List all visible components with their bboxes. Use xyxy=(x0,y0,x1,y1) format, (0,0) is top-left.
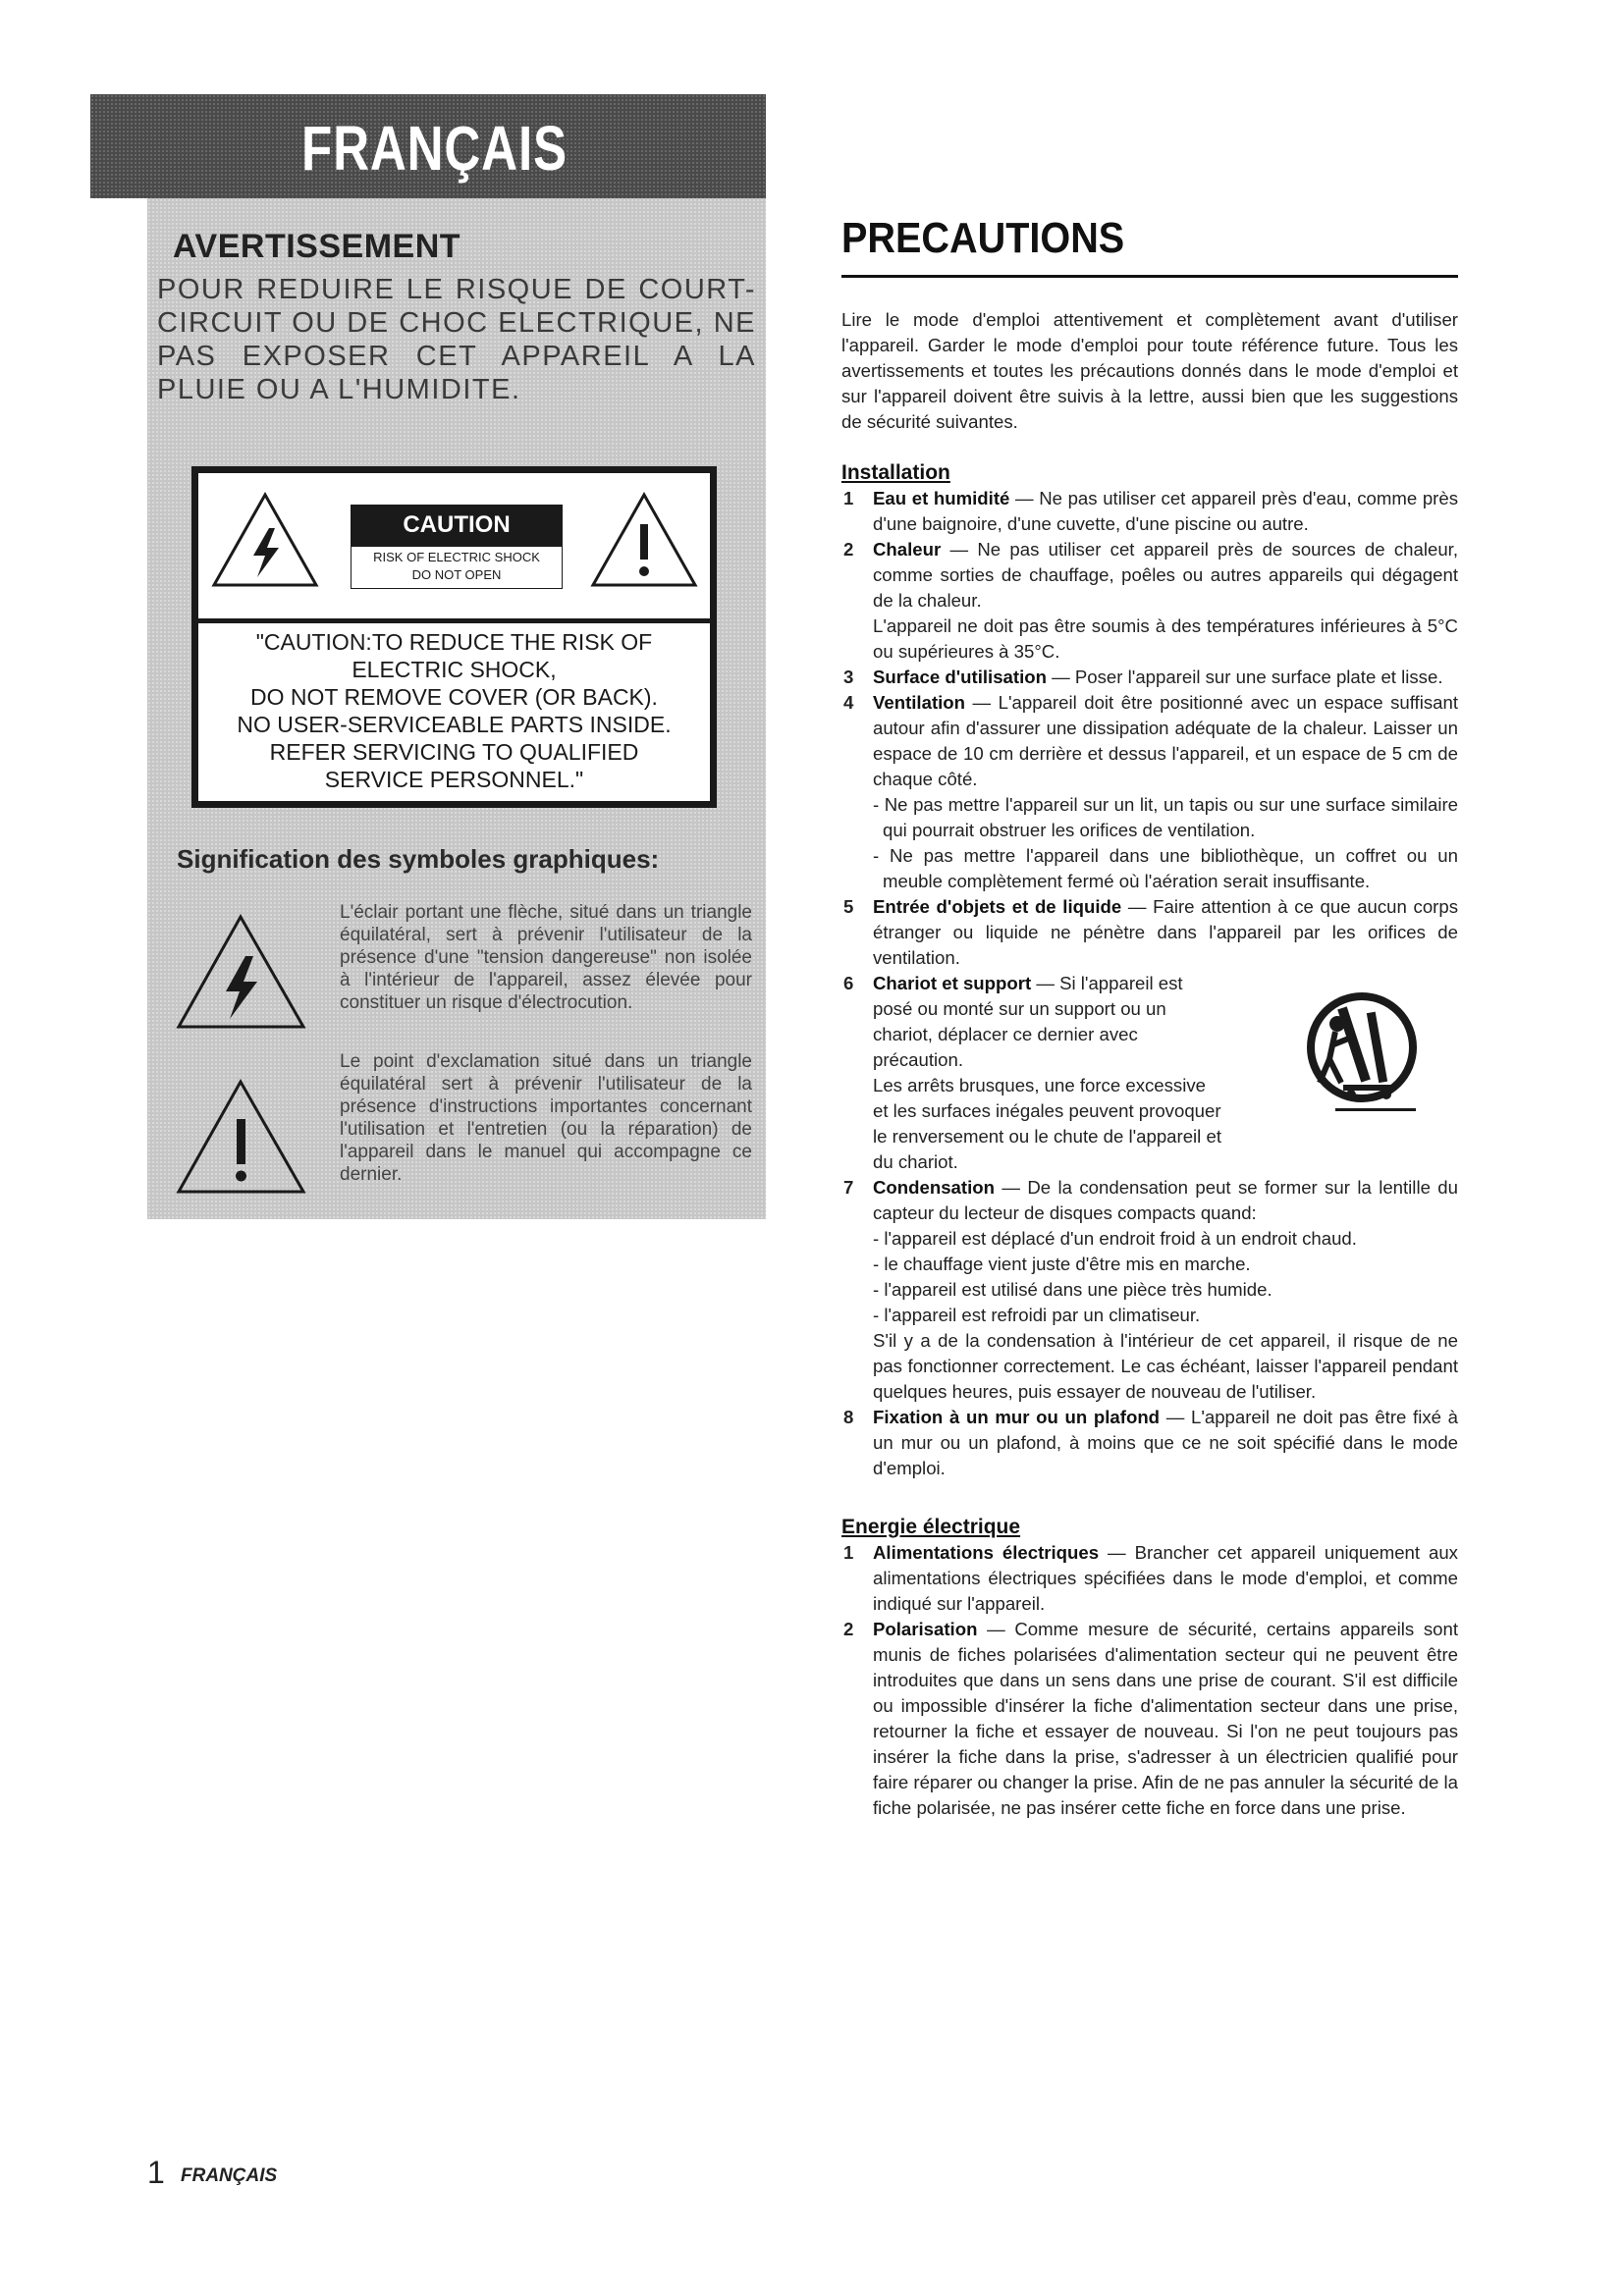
item-heading: Eau et humidité xyxy=(873,488,1010,508)
item-extra: L'appareil ne doit pas être soumis à des températures inférieures à 5°C ou supérieures à 35°C. xyxy=(873,615,1458,662)
item-number: 6 xyxy=(843,973,854,993)
item-heading: Chariot et support xyxy=(873,973,1032,993)
energie-heading: Energie électrique xyxy=(841,1516,1021,1538)
item-text: — Ne pas utiliser cet appareil près de sources de chaleur, comme sorties de chauffage, poêles ou autres appareils qui dégagent de la chaleur. xyxy=(873,539,1458,611)
exclamation-triangle-icon xyxy=(589,491,699,589)
list-item xyxy=(841,1175,1458,1405)
item-heading: Polarisation xyxy=(873,1619,978,1639)
item-heading: Entrée d'objets et de liquide xyxy=(873,896,1122,917)
item-number: 3 xyxy=(843,667,854,687)
caution-line: NO USER-SERVICEABLE PARTS INSIDE. xyxy=(237,712,672,737)
caution-box xyxy=(191,466,717,808)
page-number: 1 xyxy=(147,2155,165,2190)
exclamation-symbol-icon xyxy=(175,1078,307,1196)
caution-line: REFER SERVICING TO QUALIFIED xyxy=(269,739,639,765)
installation-heading: Installation xyxy=(841,461,950,484)
item-extra: Les arrêts brusques, une force excessive et les surfaces inégales peuvent provoquer le renversement ou le chute de l'appareil et du chariot. xyxy=(873,1075,1221,1172)
item-subpoint: - l'appareil est refroidi par un climatiseur. xyxy=(873,1305,1201,1325)
title-rule xyxy=(841,275,1458,278)
caution-line: DO NOT REMOVE COVER (OR BACK). xyxy=(250,684,658,710)
caution-sublabel xyxy=(351,546,563,589)
item-text: — L'appareil ne doit pas être fixé à un mur ou un plafond, à moins que ce ne soit spécifié dans le mode d'emploi. xyxy=(873,1407,1458,1478)
avertissement-title: AVERTISSEMENT xyxy=(173,228,461,265)
caution-box-header xyxy=(198,473,710,623)
item-text: — L'appareil doit être positionné avec un espace suffisant autour afin d'assurer une dissipation adéquate de la chaleur. Laisser un espace de 10 cm derrière et dessus l'appareil, et un espace de 5 cm de chaque côté. xyxy=(873,692,1458,789)
caution-label: CAUTION xyxy=(351,505,563,546)
item-number: 8 xyxy=(843,1407,854,1427)
item-subpoint: - l'appareil est utilisé dans une pièce très humide. xyxy=(873,1279,1272,1300)
cart-text xyxy=(873,971,1221,1175)
list-item xyxy=(841,1540,1458,1617)
item-heading: Condensation xyxy=(873,1177,995,1198)
page-title: PRECAUTIONS xyxy=(841,214,1125,262)
energie-list xyxy=(841,1540,1458,1821)
item-heading: Alimentations électriques xyxy=(873,1542,1100,1563)
item-text: — Brancher cet appareil uniquement aux alimentations électriques spécifiées dans le mode d'emploi, et comme indiqué sur l'appareil. xyxy=(873,1542,1458,1614)
list-item xyxy=(841,894,1458,971)
item-number: 5 xyxy=(843,896,854,917)
precautions-column xyxy=(841,214,1458,1821)
item-subpoint: - le chauffage vient juste d'être mis en marche. xyxy=(873,1254,1251,1274)
caution-sub-line-1: RISK OF ELECTRIC SHOCK xyxy=(373,550,540,564)
item-text: — Si l'appareil est posé ou monté sur un support ou un chariot, déplacer ce dernier avec précaution. xyxy=(873,973,1183,1070)
caution-line: ELECTRIC SHOCK, xyxy=(352,657,557,682)
item-heading: Surface d'utilisation xyxy=(873,667,1047,687)
list-item xyxy=(841,971,1458,1175)
item-heading: Ventilation xyxy=(873,692,966,713)
item-number: 1 xyxy=(843,488,854,508)
item-text: — Faire attention à ce que aucun corps étranger ou liquide ne pénètre dans l'appareil par les orifices de ventilation. xyxy=(873,896,1459,968)
language-banner xyxy=(90,94,766,198)
lightning-triangle-icon xyxy=(210,491,320,589)
item-number: 2 xyxy=(843,1619,854,1639)
symbols-title: Signification des symboles graphiques: xyxy=(177,844,660,874)
item-text: — Ne pas utiliser cet appareil près d'eau, comme près d'une baignoire, d'une cuvette, d'une piscine ou autre. xyxy=(873,488,1458,534)
footer-language: FRANÇAIS xyxy=(181,2165,278,2186)
list-item xyxy=(841,665,1458,690)
list-item xyxy=(841,1617,1458,1821)
exclamation-symbol-text: Le point d'exclamation situé dans un triangle équilatéral sert à prévenir l'utilisateur de la présence d'instructions importantes concernant l'utilisation et l'entretien (ou la réparation) de l'appareil dans le manuel qui accompagne ce dernier. xyxy=(340,1051,752,1185)
intro-paragraph: Lire le mode d'emploi attentivement et complètement avant d'utiliser l'appareil. Garder le mode d'emploi pour toute référence future. Tous les avertissements et toutes les précautions donnés dans le mode d'emploi et sur l'appareil doivent être suivis à la lettre, aussi bien que les suggestions de sécurité suivantes. xyxy=(841,309,1458,432)
list-item xyxy=(841,690,1458,894)
caution-sub-line-2: DO NOT OPEN xyxy=(411,567,502,582)
cart-row xyxy=(873,971,1458,1175)
lightning-symbol-icon xyxy=(175,913,307,1031)
item-text: — Poser l'appareil sur une surface plate et lisse. xyxy=(1046,667,1443,687)
item-number: 4 xyxy=(843,692,854,713)
item-heading: Chaleur xyxy=(873,539,942,560)
list-item xyxy=(841,537,1458,665)
caution-line: SERVICE PERSONNEL." xyxy=(324,767,584,792)
banner-title: FRANÇAIS xyxy=(301,113,568,184)
avertissement-text: POUR REDUIRE LE RISQUE DE COURT-CIRCUIT OU DE CHOC ELECTRIQUE, NE PAS EXPOSER CET APPAREIL A LA PLUIE OU A L'HUMIDITE. xyxy=(157,274,756,405)
caution-line: "CAUTION:TO REDUCE THE RISK OF xyxy=(255,629,653,655)
item-number: 7 xyxy=(843,1177,854,1198)
list-item xyxy=(841,1405,1458,1481)
item-text: — De la condensation peut se former sur la lentille du capteur du lecteur de disques compacts quand: xyxy=(873,1177,1458,1223)
item-text: — Comme mesure de sécurité, certains appareils sont munis de fiches polarisées d'alimentation secteur qui ne peuvent être introduites que dans un sens dans une prise de courant. S'il est difficile ou impossible d'insérer la fiche d'alimentation secteur dans une prise, retourner la fiche et essayer de nouveau. Si l'on ne peut toujours pas insérer la fiche dans la prise, s'adresser à un électricien qualifié pour faire réparer ou changer la prise. Afin de ne pas annuler la sécurité de la fiche polarisée, ne pas insérer cette fiche en force dans une prise. xyxy=(873,1619,1458,1818)
item-number: 1 xyxy=(843,1542,854,1563)
item-subpoint: - l'appareil est déplacé d'un endroit froid à un endroit chaud. xyxy=(873,1228,1357,1249)
caution-message xyxy=(198,628,710,793)
item-subpoint: - Ne pas mettre l'appareil sur un lit, un tapis ou sur une surface similaire qui pourrait obstruer les orifices de ventilation. xyxy=(873,794,1458,840)
item-subpoint: - Ne pas mettre l'appareil dans une bibliothèque, un coffret ou un meuble complètement fermé où l'aération serait insuffisante. xyxy=(873,845,1458,891)
item-extra: S'il y a de la condensation à l'intérieur de cet appareil, il risque de ne pas fonctionner correctement. Le cas échéant, laisser l'appareil pendant quelques heures, puis essayer de nouveau de l'utiliser. xyxy=(873,1330,1458,1402)
list-item xyxy=(841,486,1458,537)
cart-warning-icon xyxy=(1296,987,1429,1119)
item-number: 2 xyxy=(843,539,854,560)
lightning-symbol-text: L'éclair portant une flèche, situé dans un triangle équilatéral, sert à prévenir l'utilisateur de la présence d'une "tension dangereuse" non isolée à l'intérieur de l'appareil, assez élevée pour constituer un risque d'électrocution. xyxy=(340,902,752,1013)
item-heading: Fixation à un mur ou un plafond xyxy=(873,1407,1161,1427)
installation-list xyxy=(841,486,1458,1481)
